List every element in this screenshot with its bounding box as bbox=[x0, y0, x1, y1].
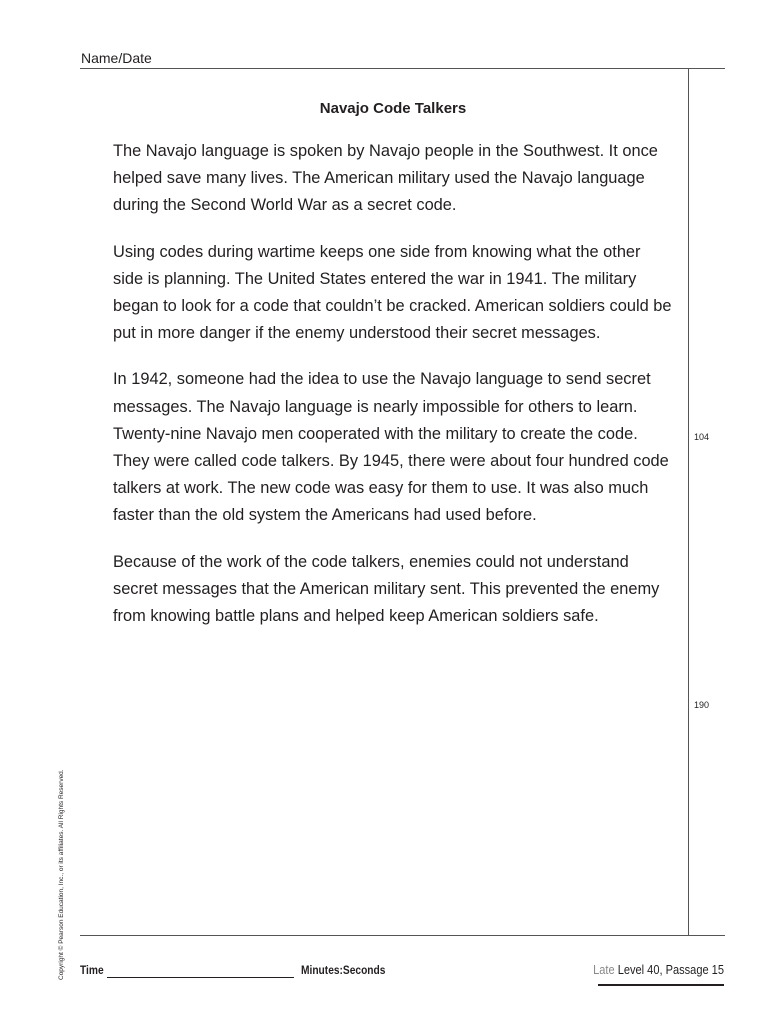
time-label: Time bbox=[80, 963, 104, 977]
right-margin-rule bbox=[688, 68, 689, 936]
top-rule bbox=[80, 68, 725, 69]
copyright-notice: Copyright © Pearson Education, Inc., or its affiliates. All Rights Reserved. bbox=[58, 769, 65, 980]
paragraph: In 1942, someone had the idea to use the Navajo language to send secret messages. The Navajo language is nearly impossible for others to learn. Twenty-nine Navajo men cooperated with the military to create the code. They were called code talkers. By 1945, there were about four hundred code talkers at work. The new code was easy for them to use. It was also much faster than the old system the Americans had used before. bbox=[113, 370, 669, 525]
late-label: Late bbox=[593, 962, 615, 977]
bottom-rule bbox=[80, 935, 725, 936]
level-text: Level 40, Passage 15 bbox=[617, 962, 724, 977]
level-passage-label bbox=[593, 962, 724, 977]
word-count-104: 104 bbox=[694, 432, 710, 442]
passage-body bbox=[113, 138, 675, 649]
time-entry-line bbox=[107, 977, 294, 978]
passage-title: Navajo Code Talkers bbox=[319, 100, 467, 117]
level-underline bbox=[598, 984, 724, 986]
word-count-190: 190 bbox=[694, 700, 710, 710]
paragraph: Because of the work of the code talkers, enemies could not understand secret messages that the American military sent. This prevented the enemy from knowing battle plans and helped keep American soldiers safe. bbox=[113, 552, 660, 626]
name-date-label: Name/Date bbox=[81, 50, 152, 66]
paragraph: The Navajo language is spoken by Navajo people in the Southwest. It once helped save many lives. The American military used the Navajo language during the Second World War as a secret code. bbox=[113, 142, 658, 215]
paragraph: Using codes during wartime keeps one side from knowing what the other side is planning. The United States entered the war in 1941. The military began to look for a code that couldn’t be cracked. American soldiers could be put in more danger if the enemy understood their secret messages. bbox=[113, 242, 672, 343]
minutes-seconds-label: Minutes:Seconds bbox=[301, 963, 386, 977]
